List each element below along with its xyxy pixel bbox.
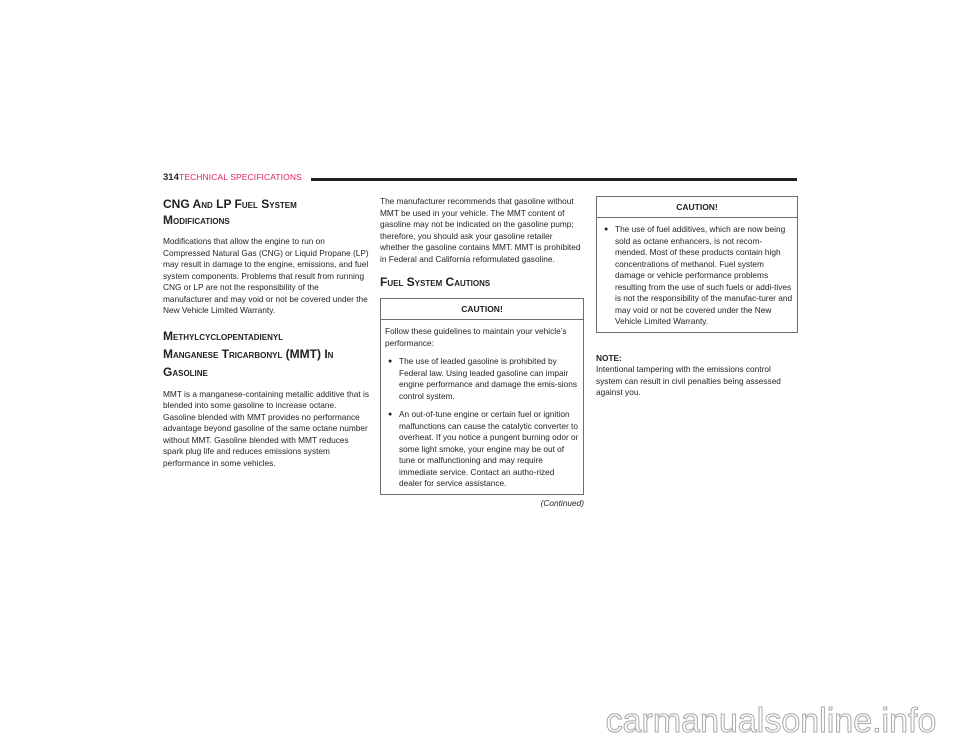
header-rule: [311, 178, 797, 181]
bullet-dot-icon: ●: [604, 226, 609, 233]
caution-intro: Follow these guidelines to maintain your vehicle’s performance:: [385, 326, 567, 348]
caution-body: [381, 320, 583, 494]
page-header: [163, 172, 797, 186]
column-left: [163, 196, 369, 469]
watermark-logo: [590, 690, 952, 740]
heading-cng-lp-line2: Modifications: [163, 213, 230, 227]
paragraph-mmt-recommendation: The manufacturer recommends that gasoline without MMT be used in your vehicle. The MMT content of gasoline may not be indicated on the gasoline pump; therefore, you should ask your gasoline retailer whether the gasoline contains MMT. MMT is prohibited in Federal and California reformulated gasoline.: [380, 196, 581, 264]
section-title: TECHNICAL SPECIFICATIONS: [179, 172, 302, 182]
note-heading: NOTE:: [596, 352, 622, 363]
caution-bullet-leaded: [385, 356, 579, 402]
caution-bullet-out-of-tune: [385, 409, 579, 490]
heading-mmt: [163, 327, 369, 381]
note-text: Intentional tampering with the emissions control system can result in civil penalties being assessed against you.: [596, 364, 781, 397]
caution-box-fuel: [380, 298, 584, 495]
caution-body: [597, 218, 797, 332]
heading-cng-lp-line1: CNG And LP Fuel System: [163, 197, 297, 211]
heading-mmt-line1: Methylcyclopentadienyl: [163, 328, 284, 343]
continued-label: (Continued): [540, 497, 584, 508]
caution-bullet-text: The use of leaded gasoline is prohibited by Federal law. Using leaded gasoline can impair engine performance and damage the emis-sions control system.: [399, 356, 578, 401]
column-right: [596, 196, 798, 399]
bullet-dot-icon: ●: [388, 411, 393, 418]
column-middle: [380, 196, 584, 509]
paragraph-cng-lp: Modifications that allow the engine to run on Compressed Natural Gas (CNG) or Liquid Propane (LP) may result in damage to the engine, emissions, and fuel system components. Problems that result from running CNG or LP are not the responsibility of the manufacturer and may void or not be covered under the New Vehicle Limited Warranty.: [163, 236, 369, 315]
caution-box-additives: [596, 196, 798, 333]
caution-bullet-text: The use of fuel additives, which are now being sold as octane enhancers, is not recom-mended. Most of these products contain high concentrations of methanol. Fuel system damage or vehicle performance problems resulting from the use of such fuels or addi-tives is not the responsibility of the manufac-turer and may void or not be covered under the New Vehicle Limited Warranty.: [615, 224, 793, 326]
heading-fuel-cautions: Fuel System Cautions: [380, 275, 491, 289]
heading-mmt-line2: Manganese Tricarbonyl (MMT) In: [163, 346, 334, 361]
heading-cng-lp: [163, 196, 369, 228]
heading-mmt-line3: Gasoline: [163, 364, 208, 379]
watermark-text: carmanualsonline.info: [605, 702, 937, 740]
bullet-dot-icon: ●: [388, 358, 393, 365]
page-number: 314: [163, 172, 179, 183]
caution-bullet-text: An out-of-tune engine or certain fuel or ignition malfunctions can cause the catalytic converter to overheat. If you notice a pungent burning odor or some light smoke, your engine may be out of tune or malfunctioning and may require immediate service. Contact an autho-rized dealer for service assistance.: [399, 409, 579, 488]
caution-title: CAUTION!: [381, 299, 583, 320]
caution-title: CAUTION!: [597, 197, 797, 218]
caution-bullet-additives: [601, 224, 793, 328]
note-label: [596, 353, 798, 399]
paragraph-mmt: MMT is a manganese-containing metallic additive that is blended into some gasoline to increase octane. Gasoline blended with MMT provides no performance advantage beyond gasoline of the same octane number without MMT. Gasoline blended with MMT reduces spark plug life and reduces emissions system performance in some vehicles.: [163, 388, 369, 468]
